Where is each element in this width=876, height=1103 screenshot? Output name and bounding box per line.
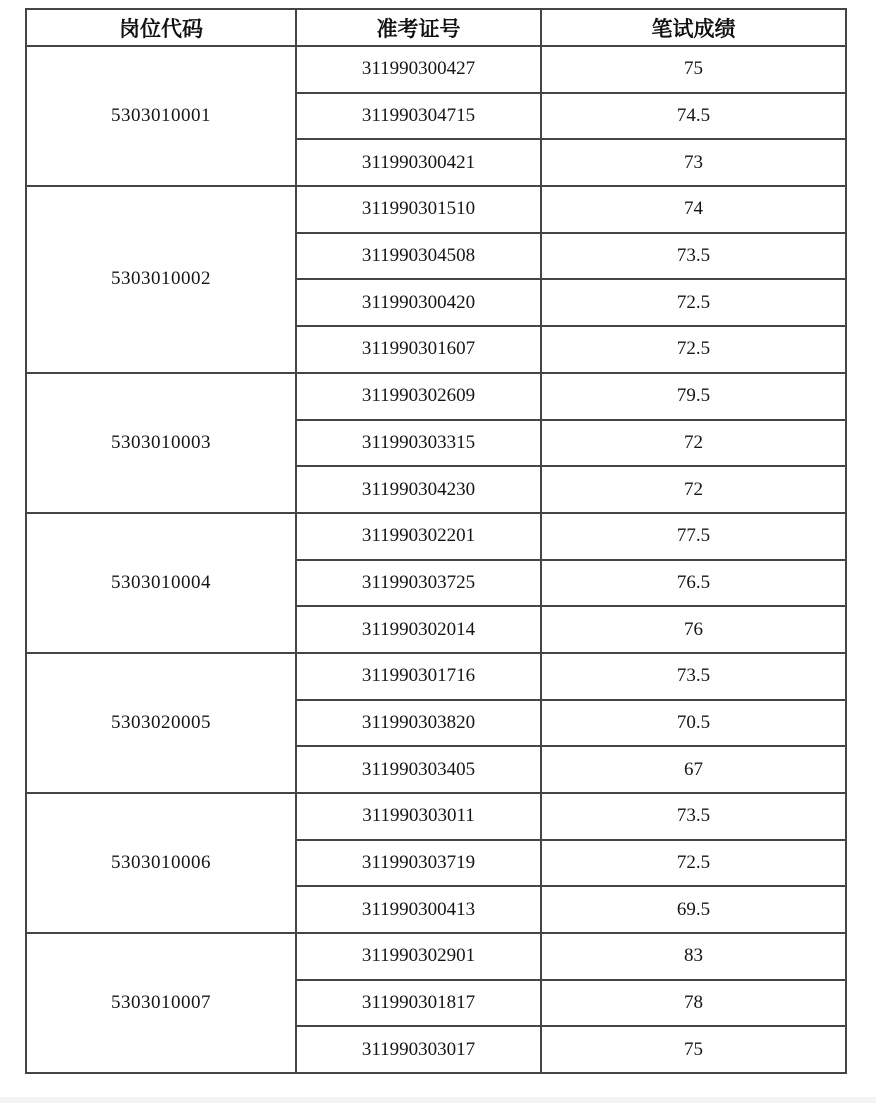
ticket-number-cell: 311990303820 xyxy=(296,700,541,747)
score-cell: 74 xyxy=(541,186,846,233)
position-code-cell: 5303020005 xyxy=(26,653,296,793)
ticket-number-cell: 311990300427 xyxy=(296,46,541,93)
ticket-number-cell: 311990304508 xyxy=(296,233,541,280)
score-cell: 76 xyxy=(541,606,846,653)
table-row xyxy=(26,653,846,700)
table-row xyxy=(26,513,846,560)
table-row xyxy=(26,793,846,840)
ticket-number-cell: 311990303017 xyxy=(296,1026,541,1073)
ticket-number-cell: 311990303725 xyxy=(296,560,541,607)
position-code-cell: 5303010004 xyxy=(26,513,296,653)
score-cell: 72 xyxy=(541,420,846,467)
table-row xyxy=(26,933,846,980)
score-cell: 79.5 xyxy=(541,373,846,420)
score-table xyxy=(25,8,847,1074)
ticket-number-cell: 311990302609 xyxy=(296,373,541,420)
ticket-number-cell: 311990304715 xyxy=(296,93,541,140)
score-cell: 72.5 xyxy=(541,840,846,887)
ticket-number-cell: 311990302201 xyxy=(296,513,541,560)
ticket-number-cell: 311990300421 xyxy=(296,139,541,186)
table-row xyxy=(26,373,846,420)
score-cell: 76.5 xyxy=(541,560,846,607)
position-code-cell: 5303010006 xyxy=(26,793,296,933)
score-cell: 69.5 xyxy=(541,886,846,933)
score-cell: 73.5 xyxy=(541,653,846,700)
score-cell: 73 xyxy=(541,139,846,186)
ticket-number-cell: 311990301510 xyxy=(296,186,541,233)
table-row xyxy=(26,46,846,93)
ticket-number-cell: 311990301716 xyxy=(296,653,541,700)
score-cell: 70.5 xyxy=(541,700,846,747)
header-position-code: 岗位代码 xyxy=(26,9,296,46)
position-code-cell: 5303010002 xyxy=(26,186,296,373)
score-cell: 72 xyxy=(541,466,846,513)
ticket-number-cell: 311990301817 xyxy=(296,980,541,1027)
header-row xyxy=(26,9,846,46)
header-ticket-number: 准考证号 xyxy=(296,9,541,46)
score-cell: 73.5 xyxy=(541,233,846,280)
ticket-number-cell: 311990304230 xyxy=(296,466,541,513)
ticket-number-cell: 311990302901 xyxy=(296,933,541,980)
position-code-cell: 5303010003 xyxy=(26,373,296,513)
bottom-edge-strip xyxy=(0,1097,876,1103)
ticket-number-cell: 311990303011 xyxy=(296,793,541,840)
score-cell: 67 xyxy=(541,746,846,793)
ticket-number-cell: 311990300420 xyxy=(296,279,541,326)
position-code-cell: 5303010001 xyxy=(26,46,296,186)
header-written-score: 笔试成绩 xyxy=(541,9,846,46)
ticket-number-cell: 311990300413 xyxy=(296,886,541,933)
ticket-number-cell: 311990303315 xyxy=(296,420,541,467)
score-cell: 73.5 xyxy=(541,793,846,840)
ticket-number-cell: 311990303405 xyxy=(296,746,541,793)
ticket-number-cell: 311990303719 xyxy=(296,840,541,887)
score-cell: 72.5 xyxy=(541,326,846,373)
score-cell: 72.5 xyxy=(541,279,846,326)
score-cell: 78 xyxy=(541,980,846,1027)
ticket-number-cell: 311990301607 xyxy=(296,326,541,373)
score-cell: 74.5 xyxy=(541,93,846,140)
table-row xyxy=(26,186,846,233)
score-cell: 77.5 xyxy=(541,513,846,560)
position-code-cell: 5303010007 xyxy=(26,933,296,1073)
score-cell: 75 xyxy=(541,1026,846,1073)
ticket-number-cell: 311990302014 xyxy=(296,606,541,653)
score-cell: 83 xyxy=(541,933,846,980)
score-cell: 75 xyxy=(541,46,846,93)
